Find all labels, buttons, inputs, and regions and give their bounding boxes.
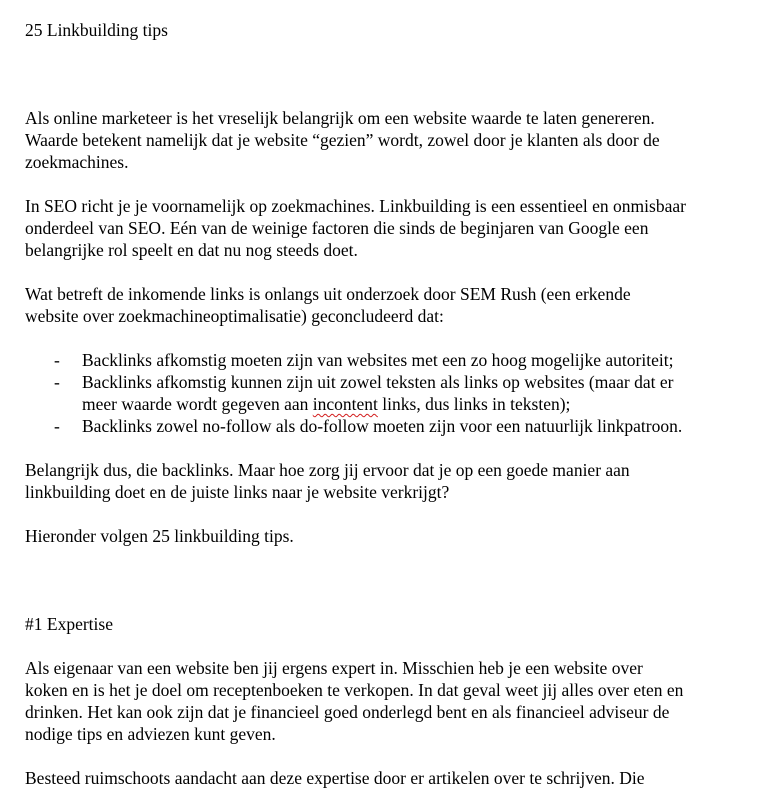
text-line: Als eigenaar van een website ben jij ergens expert in. Misschien heb je een website over xyxy=(25,658,643,678)
intro-paragraph-3 xyxy=(25,283,760,327)
text-run: meer waarde wordt gegeven aan xyxy=(82,394,313,414)
text-line: In SEO richt je je voornamelijk op zoekmachines. Linkbuilding is een essentieel en onmisbaar xyxy=(25,196,686,216)
blank-line xyxy=(25,327,760,349)
list-item-text xyxy=(82,393,760,415)
section-heading-expertise xyxy=(25,613,760,635)
text-line: nodige tips en adviezen kunt geven. xyxy=(25,724,276,744)
list-dash: - xyxy=(54,350,60,370)
text-line: #1 Expertise xyxy=(25,614,113,634)
blank-lines xyxy=(25,547,760,613)
text-line: website over zoekmachineoptimalisatie) geconcludeerd dat: xyxy=(25,306,444,326)
list-item-text: Backlinks afkomstig kunnen zijn uit zowel teksten als links op websites (maar dat er xyxy=(82,372,674,392)
text-line: drinken. Het kan ook zijn dat je financieel goed onderlegd bent en als financieel adviseur de xyxy=(25,702,670,722)
text-line: Besteed ruimschoots aandacht aan deze expertise door er artikelen over te schrijven. Die xyxy=(25,768,645,788)
document-title: 25 Linkbuilding tips xyxy=(25,20,168,40)
after-list-paragraph-2 xyxy=(25,525,760,547)
intro-paragraph-1 xyxy=(25,107,760,173)
blank-line xyxy=(25,635,760,657)
text-line: Als online marketeer is het vreselijk belangrijk om een website waarde te laten genereren. xyxy=(25,108,655,128)
expertise-paragraph-2 xyxy=(25,767,760,789)
list-item xyxy=(25,415,760,437)
list-item xyxy=(25,349,760,371)
blank-line xyxy=(25,173,760,195)
text-line: Waarde betekent namelijk dat je website “gezien” wordt, zowel door je klanten als door de xyxy=(25,130,660,150)
text-line: zoekmachines. xyxy=(25,152,129,172)
blank-line xyxy=(25,261,760,283)
text-line: linkbuilding doet en de juiste links naar je website verkrijgt? xyxy=(25,482,450,502)
list-dash: - xyxy=(54,372,60,392)
text-line: belangrijke rol speelt en dat nu nog steeds doet. xyxy=(25,240,358,260)
text-line: koken en is het je doel om receptenboeken te verkopen. In dat geval weet jij alles over eten en xyxy=(25,680,684,700)
text-line: Belangrijk dus, die backlinks. Maar hoe zorg jij ervoor dat je op een goede manier aan xyxy=(25,460,630,480)
document-page xyxy=(25,19,760,789)
expertise-paragraph-1 xyxy=(25,657,760,745)
text-line: Wat betreft de inkomende links is onlangs uit onderzoek door SEM Rush (een erkende xyxy=(25,284,631,304)
text-run: links, dus links in teksten); xyxy=(377,394,571,414)
list-dash: - xyxy=(54,416,60,436)
text-line: onderdeel van SEO. Eén van de weinige factoren die sinds de beginjaren van Google een xyxy=(25,218,649,238)
list-item xyxy=(25,371,760,415)
spellcheck-flagged-word[interactable]: incontent xyxy=(312,394,378,414)
blank-line xyxy=(25,437,760,459)
intro-paragraph-2 xyxy=(25,195,760,261)
blank-line xyxy=(25,503,760,525)
text-line: Hieronder volgen 25 linkbuilding tips. xyxy=(25,526,294,546)
blank-line xyxy=(25,745,760,767)
list-item-text: Backlinks zowel no-follow als do-follow moeten zijn voor een natuurlijk linkpatroon. xyxy=(82,416,683,436)
blank-lines xyxy=(25,41,760,107)
after-list-paragraph-1 xyxy=(25,459,760,503)
list-item-text: Backlinks afkomstig moeten zijn van websites met een zo hoog mogelijke autoriteit; xyxy=(82,350,674,370)
backlink-findings-list xyxy=(25,349,760,437)
